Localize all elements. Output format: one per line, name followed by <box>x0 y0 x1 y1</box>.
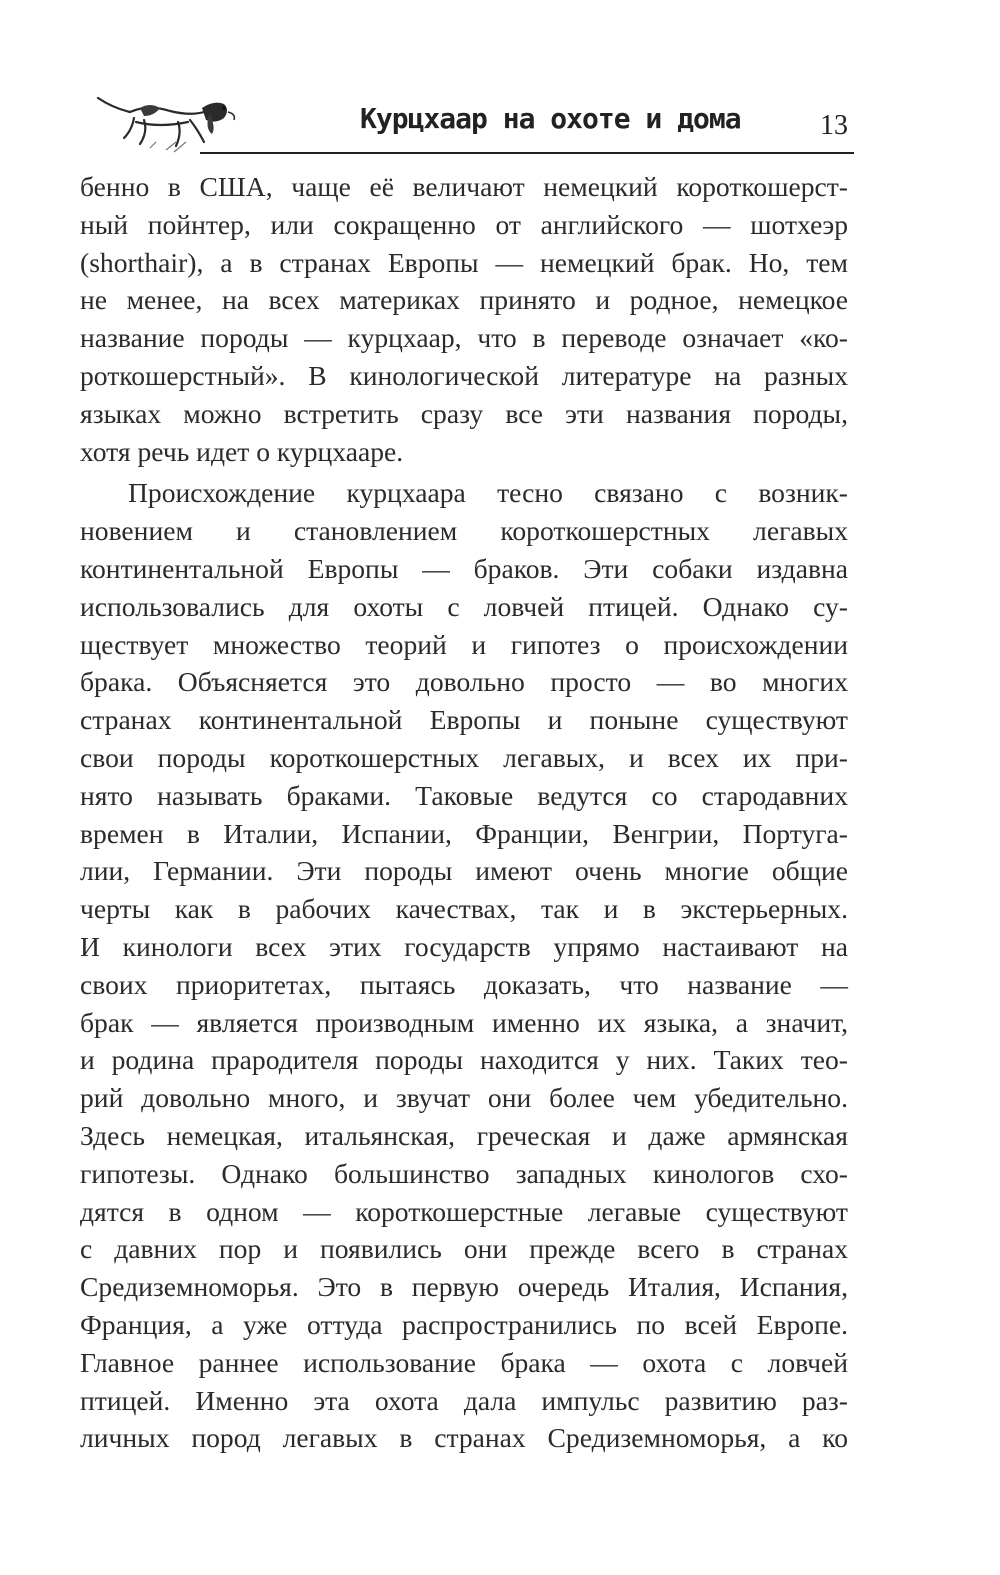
header-rule <box>200 152 854 154</box>
text-line: времен в Италии, Испании, Франции, Венгрии, Португа- <box>80 817 848 849</box>
text-line: гипотезы. Однако большинство западных кинологов схо- <box>80 1157 848 1189</box>
paragraph-2 <box>80 474 848 1457</box>
text-line: языках можно встретить сразу все эти названия породы, <box>80 397 848 429</box>
text-line: лии, Германии. Эти породы имеют очень многие общие <box>80 855 848 887</box>
text-line: брак — является производным именно их языка, а значит, <box>80 1006 848 1038</box>
text-line: странах континентальной Европы и поныне существуют <box>80 704 848 736</box>
text-line: Главное раннее использование брака — охота с ловчей <box>80 1346 848 1378</box>
text-line: роткошерстный». В кинологической литературе на разных <box>80 359 848 391</box>
text-line: ществует множество теорий и гипотез о происхождении <box>80 628 848 660</box>
pointing-dog-icon <box>78 78 278 158</box>
text-line: свои породы короткошерстных легавых, и всех их при- <box>80 741 848 773</box>
text-line: черты как в рабочих качествах, так и в экстерьерных. <box>80 893 848 925</box>
text-line: название породы — курцхаар, что в переводе означает «ко- <box>80 322 848 354</box>
text-line: рий довольно много, и звучат они более чем убедительно. <box>80 1082 848 1114</box>
paragraph-1 <box>80 168 848 470</box>
text-line: ный пойнтер, или сокращенно от английского — шотхеэр <box>80 208 848 240</box>
text-line: дятся в одном — короткошерстные легавые существуют <box>80 1195 848 1227</box>
text-line: личных пород легавых в странах Средиземноморья, а ко <box>80 1422 848 1454</box>
text-line: новением и становлением короткошерстных легавых <box>80 515 848 547</box>
text-line: нято называть браками. Таковые ведутся со стародавних <box>80 779 848 811</box>
text-line: брака. Объясняется это довольно просто — во многих <box>80 666 848 698</box>
text-line: своих приоритетах, пытаясь доказать, что название — <box>80 968 848 1000</box>
text-line: континентальной Европы — браков. Эти собаки издавна <box>80 552 848 584</box>
text-line: с давних пор и появились они прежде всего в странах <box>80 1233 848 1265</box>
text-line: Происхождение курцхаара тесно связано с возник- <box>128 477 848 509</box>
text-line: И кинологи всех этих государств упрямо настаивают на <box>80 930 848 962</box>
page-number: 13 <box>820 110 848 141</box>
text-line: (shorthair), а в странах Европы — немецкий брак. Но, тем <box>80 246 848 278</box>
body-text <box>80 168 848 1457</box>
text-line: использовались для охоты с ловчей птицей. Однако су- <box>80 590 848 622</box>
text-line: не менее, на всех материках принято и родное, немецкое <box>80 284 848 316</box>
text-line: Здесь немецкая, итальянская, греческая и даже армянская <box>80 1119 848 1151</box>
page-header <box>60 70 860 160</box>
text-line: птицей. Именно эта охота дала импульс развитию раз- <box>80 1384 848 1416</box>
text-line: бенно в США, чаще её величают немецкий короткошерст- <box>80 171 848 202</box>
text-line: Средиземноморья. Это в первую очередь Италия, Испания, <box>80 1271 848 1303</box>
running-title: Курцхаар на охоте и дома <box>360 102 741 135</box>
text-line: хотя речь идет о курцхааре. <box>80 435 404 467</box>
text-line: Франция, а уже оттуда распространились по всей Европе. <box>80 1308 848 1340</box>
text-line: и родина прародителя породы находится у них. Таких тео- <box>80 1044 848 1076</box>
